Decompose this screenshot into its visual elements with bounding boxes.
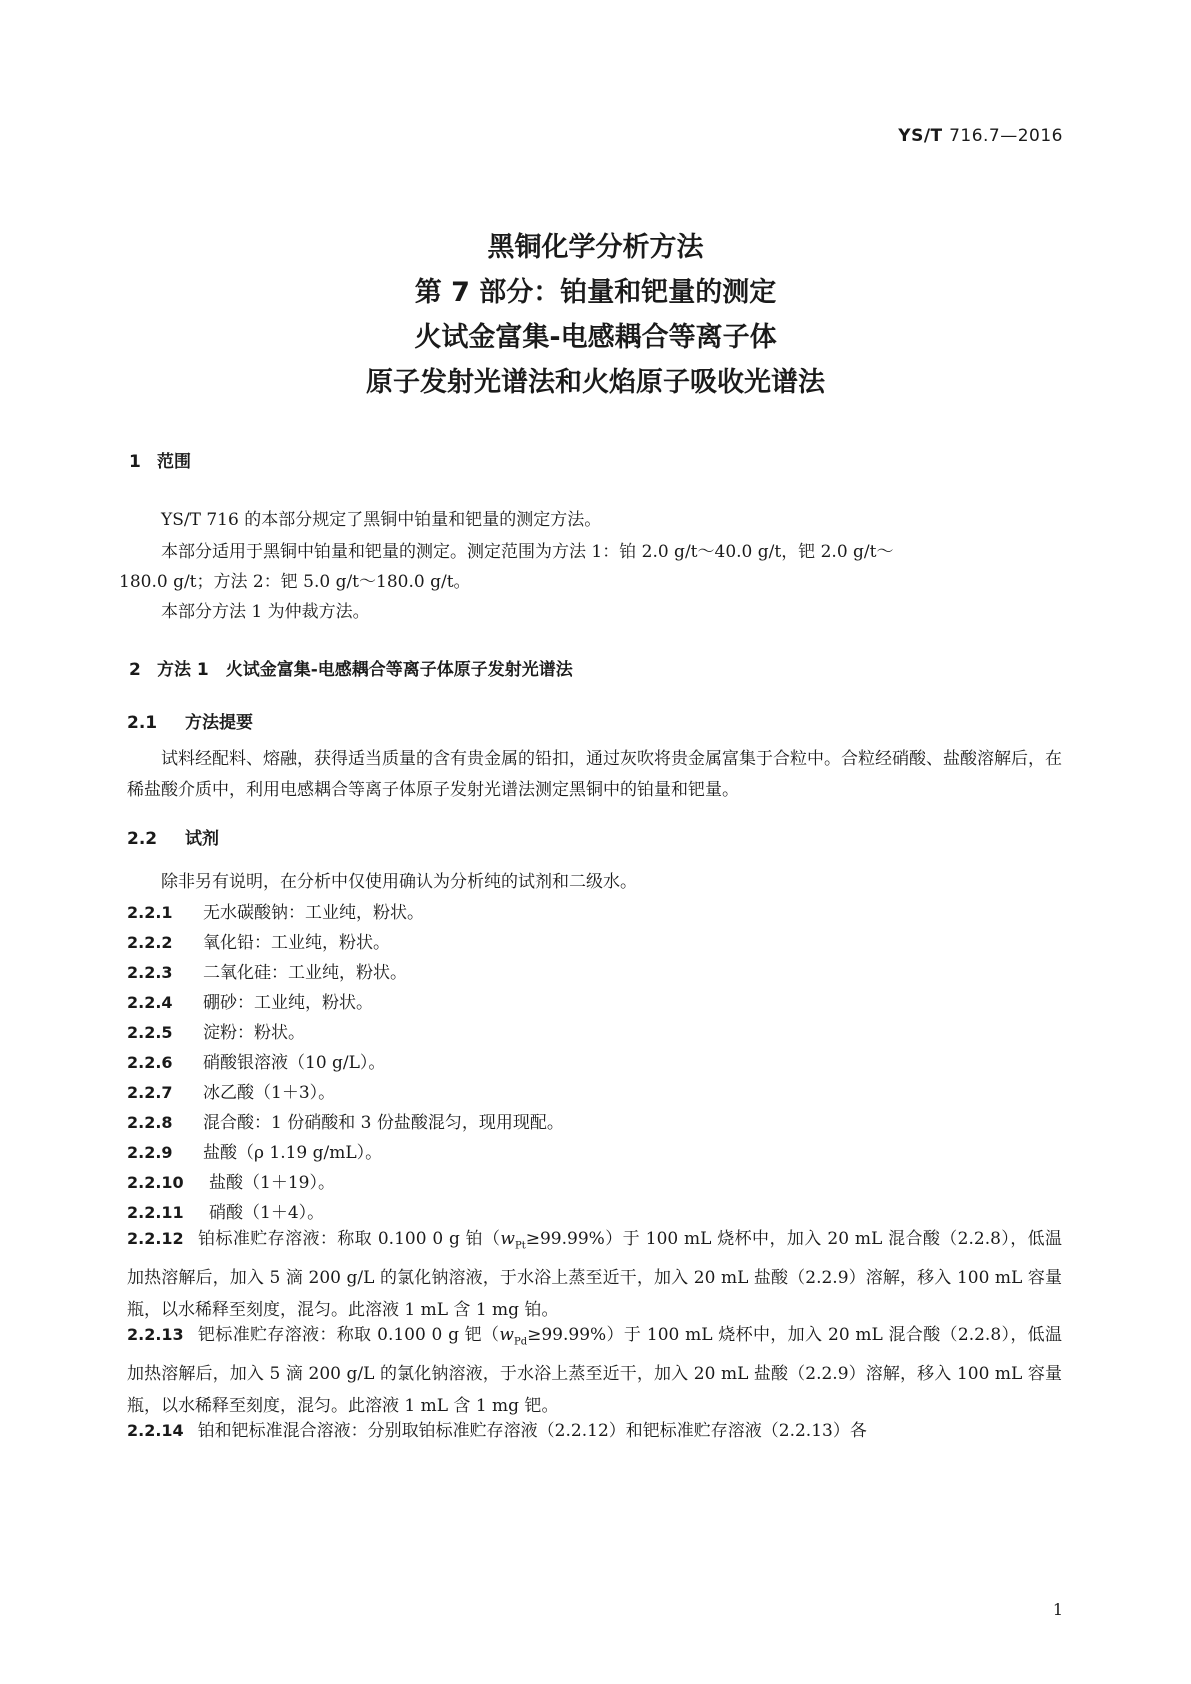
title-line-4: 原子发射光谱法和火焰原子吸收光谱法 <box>366 367 825 398</box>
reagent-item-long: 2.2.14 铂和钯标准混合溶液：分别取铂标准贮存溶液（2.2.12）和钯标准贮存溶液（2.2.13）各 <box>127 1421 867 1441</box>
section-number: 2.2 <box>127 829 158 849</box>
title-line-1: 黑铜化学分析方法 <box>487 232 704 263</box>
reagent-item: 2.2.9 盐酸（ρ 1.19 g/mL）。 <box>127 1143 383 1163</box>
scope-paragraph-1: YS/T 716 的本部分规定了黑铜中铂量和钯量的测定方法。 <box>161 510 602 530</box>
reagent-item: 2.2.6 硝酸银溶液（10 g/L）。 <box>127 1053 386 1073</box>
section-1-heading <box>129 447 191 472</box>
standard-code-number: 716.7—2016 <box>949 126 1063 146</box>
scope-paragraph-2a: 本部分适用于黑铜中铂量和钯量的测定。测定范围为方法 1：铂 2.0 g/t～40.0 g/t，钯 2.0 g/t～ <box>161 542 894 562</box>
reagent-item-long: 2.2.12 铂标准贮存溶液：称取 0.100 0 g 铂$(w_{Pt}\ge 99.99\%)$于 100 mL 烧杯中，加入 20 mL 混合酸（2.2.8），低温加热溶解后，加入 5 滴 200 g/L 的氯化钠溶液，于水浴上蒸至近干，加入 20 mL 盐酸（2.2.9）溶解，移入 100 mL 容量瓶，以水稀释至刻度，混匀。此溶液 1 mL 含 1 mg 铂。 <box>127 1229 1063 1321</box>
standard-code <box>898 126 1063 146</box>
scope-paragraph-2b: 180.0 g/t；方法 2：钯 5.0 g/t～180.0 g/t。 <box>119 572 471 592</box>
standard-code-prefix: YS/T <box>898 126 943 146</box>
reagent-item-long: 2.2.13 钯标准贮存溶液：称取 0.100 0 g 钯$(w_{Pd}\ge 99.99\%)$于 100 mL 烧杯中，加入 20 mL 混合酸（2.2.8），低温加热溶解后，加入 5 滴 200 g/L 的氯化钠溶液，于水浴上蒸至近干，加入 20 mL 盐酸（2.2.9）溶解，移入 100 mL 容量瓶，以水稀释至刻度，混匀。此溶液 1 mL 含 1 mg 钯。 <box>127 1325 1063 1417</box>
section-title: 方法 1 火试金富集-电感耦合等离子体原子发射光谱法 <box>157 660 573 680</box>
method-summary-paragraph: 试料经配料、熔融，获得适当质量的含有贵金属的铅扣，通过灰吹将贵金属富集于合粒中。合粒经硝酸、盐酸溶解后，在稀盐酸介质中，利用电感耦合等离子体原子发射光谱法测定黑铜中的铂量和钯量。 <box>127 749 1062 800</box>
page-number: 1 <box>1052 1600 1063 1619</box>
section-title: 试剂 <box>185 829 219 849</box>
section-2-heading <box>129 655 573 680</box>
section-number: 2 <box>129 660 141 680</box>
reagent-item: 2.2.10 盐酸（1＋19）。 <box>127 1173 335 1193</box>
section-number: 2.1 <box>127 713 158 733</box>
scope-paragraph-3: 本部分方法 1 为仲裁方法。 <box>161 602 370 622</box>
reagent-item: 2.2.5 淀粉：粉状。 <box>127 1023 305 1043</box>
document-title <box>0 225 1191 405</box>
reagent-intro: 除非另有说明，在分析中仅使用确认为分析纯的试剂和二级水。 <box>161 872 637 892</box>
reagent-item: 2.2.2 氧化铅：工业纯，粉状。 <box>127 933 390 953</box>
reagent-item: 2.2.1 无水碳酸钠：工业纯，粉状。 <box>127 903 424 923</box>
section-number: 1 <box>129 452 141 472</box>
section-title: 方法提要 <box>185 713 253 733</box>
reagent-item: 2.2.3 二氧化硅：工业纯，粉状。 <box>127 963 407 983</box>
reagent-item: 2.2.4 硼砂：工业纯，粉状。 <box>127 993 373 1013</box>
title-line-2: 第 7 部分：铂量和钯量的测定 <box>414 277 777 308</box>
reagent-item: 2.2.11 硝酸（1＋4）。 <box>127 1203 325 1223</box>
reagent-item: 2.2.8 混合酸：1 份硝酸和 3 份盐酸混匀，现用现配。 <box>127 1113 564 1133</box>
title-line-3: 火试金富集-电感耦合等离子体 <box>414 322 777 353</box>
section-2-2-heading <box>127 824 219 849</box>
reagent-item: 2.2.7 冰乙酸（1＋3）。 <box>127 1083 336 1103</box>
section-title: 范围 <box>157 452 191 472</box>
section-2-1-heading <box>127 708 253 733</box>
